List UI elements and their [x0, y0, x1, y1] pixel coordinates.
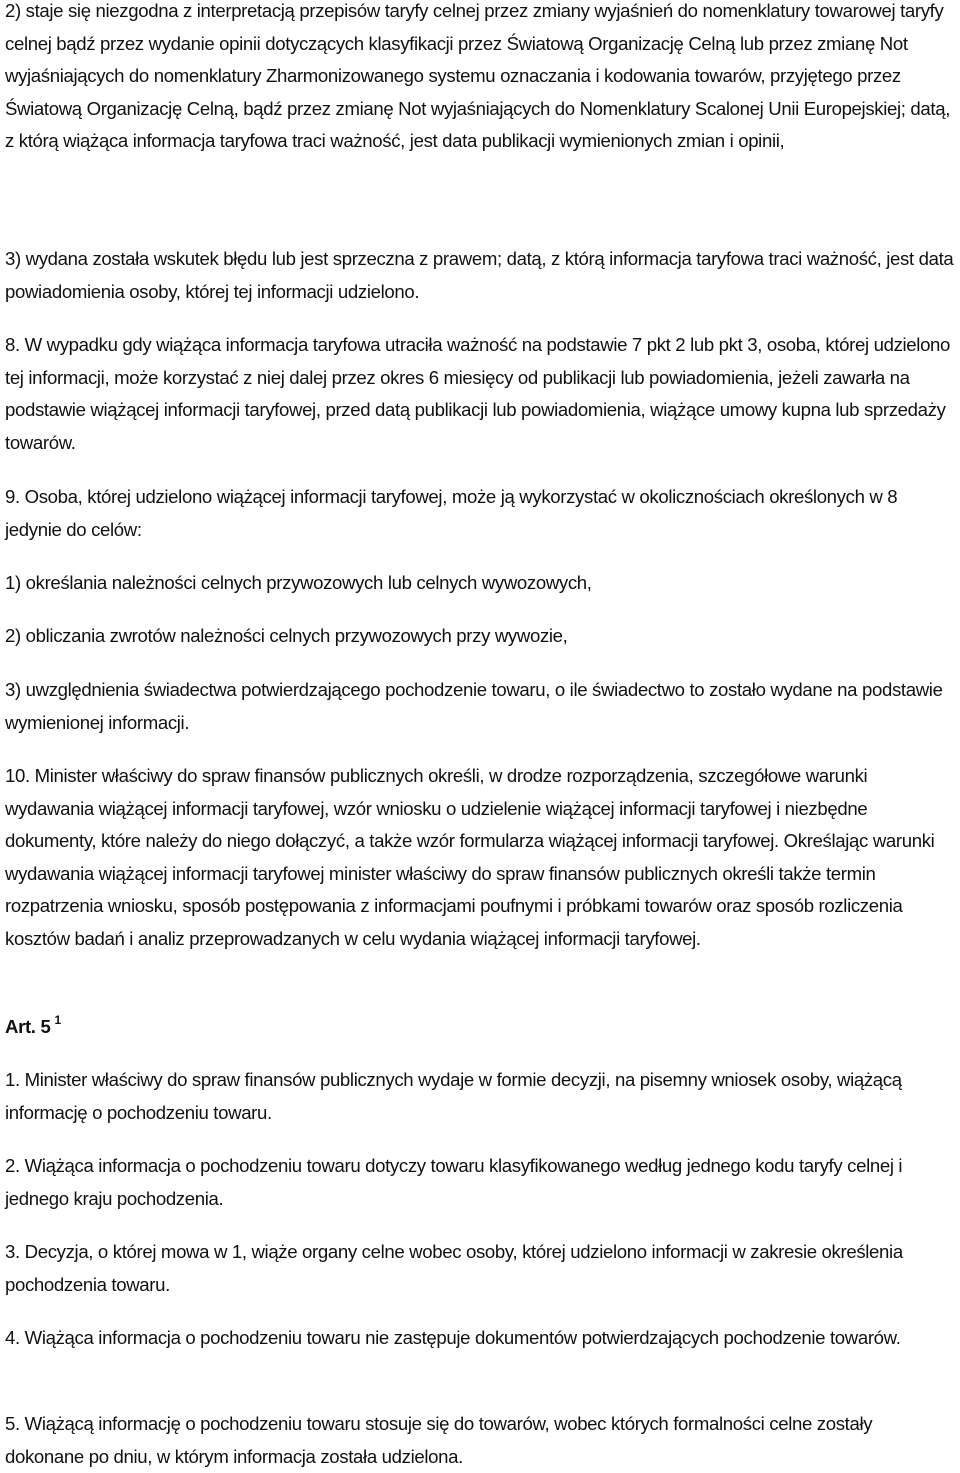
paragraph-section-9: 9. Osoba, której udzielono wiążącej informacji taryfowej, może ją wykorzystać w okolicznościach określonych w 8 jedynie do celów:: [5, 486, 898, 540]
list-item-1: 1) określania należności celnych przywozowych lub celnych wywozowych,: [5, 572, 592, 593]
paragraph-section-10: 10. Minister właściwy do spraw finansów publicznych określi, w drodze rozporządzenia, szczegółowe warunki wydawania wiążącej informacji taryfowej, wzór wniosku o udzielenie wiążącej informacji taryfowej i niezbędne dokumenty, które należy do niego dołączyć, a także wzór formularza wiążącej informacji taryfowej. Określając warunki wydawania wiążącej informacji taryfowej minister właściwy do spraw finansów publicznych określi także termin rozpatrzenia wniosku, sposób postępowania z informacjami poufnymi i próbkami towarów oraz sposób rozliczenia kosztów badań i analiz przeprowadzanych w celu wydania wiążącej informacji taryfowej.: [5, 765, 935, 949]
paragraph-item-2: 2) staje się niezgodna z interpretacją przepisów taryfy celnej przez zmiany wyjaśnień do nomenklatury towarowej taryfy celnej bądź przez wydanie opinii dotyczących klasyfikacji przez Światową Organizację Celną lub przez zmianę Not wyjaśniających do nomenklatury Zharmonizowanego systemu oznaczania i kodowania towarów, przyjętego przez Światową Organizację Celną, bądź przez zmianę Not wyjaśniających do Nomenklatury Scalonej Unii Europejskiej; datą, z którą wiążąca informacja taryfowa traci ważność, jest data publikacji wymienionych zmian i opinii,: [5, 0, 951, 151]
paragraph-section-8: 8. W wypadku gdy wiążąca informacja taryfowa utraciła ważność na podstawie 7 pkt 2 lub pkt 3, osoba, której udzielono tej informacji, może korzystać z niej dalej przez okres 6 miesięcy od publikacji lub powiadomienia, jeżeli zawarła na podstawie wiążącej informacji taryfowej, przed datą publikacji lub powiadomienia, wiążące umowy kupna lub sprzedaży towarów.: [5, 334, 951, 453]
article-paragraph-2: 2. Wiążąca informacja o pochodzeniu towaru dotyczy towaru klasyfikowanego według jednego kodu taryfy celnej i jednego kraju pochodzenia.: [5, 1155, 903, 1209]
article-heading-superscript: 1: [54, 1013, 61, 1027]
article-heading: [5, 1011, 61, 1044]
article-paragraph-3: 3. Decyzja, o której mowa w 1, wiąże organy celne wobec osoby, której udzielono informacji w zakresie określenia pochodzenia towaru.: [5, 1241, 903, 1295]
article-paragraph-1: 1. Minister właściwy do spraw finansów publicznych wydaje w formie decyzji, na pisemny wniosek osoby, wiążącą informację o pochodzeniu towaru.: [5, 1069, 902, 1123]
list-item-3: 3) uwzględnienia świadectwa potwierdzającego pochodzenie towaru, o ile świadectwo to zostało wydane na podstawie wymienionej informacji.: [5, 679, 943, 733]
article-paragraph-5: 5. Wiążącą informację o pochodzeniu towaru stosuje się do towarów, wobec których formalności celne zostały dokonane po dniu, w którym informacja została udzielona.: [5, 1413, 873, 1467]
article-paragraph-4: 4. Wiążąca informacja o pochodzeniu towaru nie zastępuje dokumentów potwierdzających pochodzenie towarów.: [5, 1327, 901, 1348]
list-item-2: 2) obliczania zwrotów należności celnych przywozowych przy wywozie,: [5, 625, 568, 646]
article-heading-text: Art. 5: [5, 1016, 51, 1037]
paragraph-item-3: 3) wydana została wskutek błędu lub jest sprzeczna z prawem; datą, z którą informacja taryfowa traci ważność, jest data powiadomienia osoby, której tej informacji udzielono.: [5, 248, 954, 302]
